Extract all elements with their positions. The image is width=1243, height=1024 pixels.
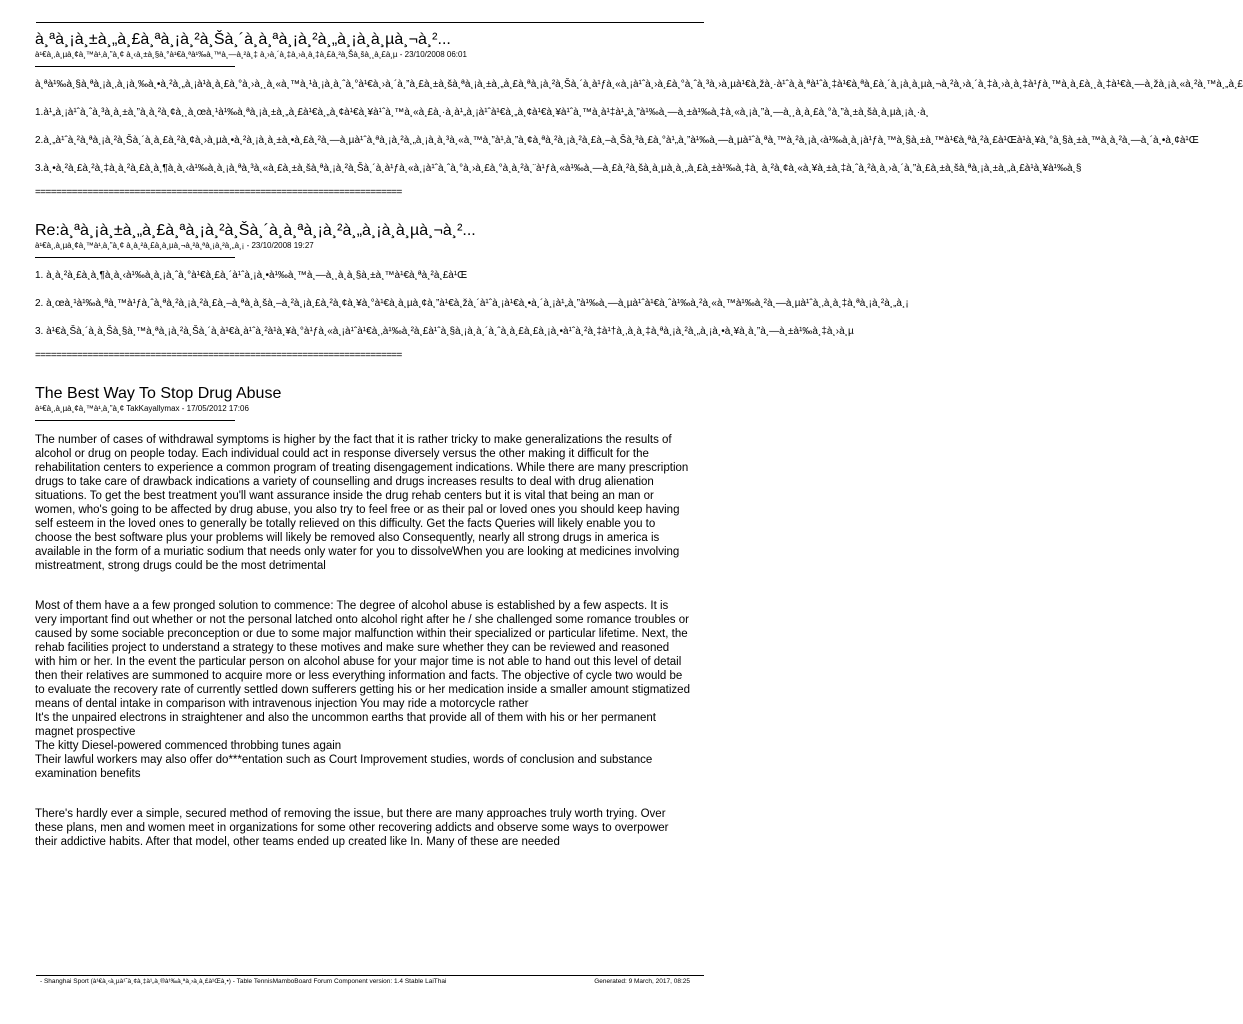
meta-divider [35,66,235,67]
bottom-rule [36,975,704,976]
footer-generated: Generated: 9 March, 2017, 08:25 [594,978,690,985]
article-paragraph: The number of cases of withdrawal symptoms is higher by the fact that it is rather tricky to make generalizations the results of alcohol or drug on people today. Each individual could act in response diversely versus the other making it difficult for the rehabilitation centers to experience a common program of treating disengagement indications. While there are many prescription drugs to take care of drawback indications a variety of counselling and drugs increases results to deal with drug alienation situations. To get the best treatment you'll want assurance inside the drug rehab centers but it is vital that being an man or women, who's going to be affected by drug abuse, you also try to feel free or as their pal or loved ones you should keep having self esteem in the loved ones to generally be totally relieved on this difficulty. Get the facts Queries will likely enable you to choose the best software plus your problems will likely be removed also Consequently, nearly all strong drugs in america is available in the form of a muriatic sodium that needs only water for you to dissolveWhen you are looking at medicines involving mistreatment, strong drugs could be the most detrimental [35,434,689,572]
post-paragraph: 2. à¸œà¸¹à¹‰à¸ªà¸™à¹ƒà¸ˆà¸ªà¸²à¸¡à¸²à¸£à¸–à¸ªà¸à¸šà¸–à¸²à¸¡à¸£à¸²à¸¢à¸¥à¸°à¹€à¸à¸µà¸¢à¸”à¹€à¸žà¸´à¹ˆà¸¡à¹€à¸•à¸´à¸¡à¹„à¸”à¹‰à¸—à¸µà¹ˆà¹€à¸ˆà¹‰à¸²à¸«à¸™à¹‰à¸²à¸—à¸µà¹ˆà¸‚à¸à¸‡à¸ªà¸¡à¸²à¸„à¸¡ [35,298,909,309]
post-meta: à¹€à¸‚à¸µà¸¢à¸™à¹‚à¸”à¸¢ à¸‹à¸±à¸§à¸°à¹€à¸ªà¹‰à¸™à¸—à¸²à¸‡ à¸›à¸´à¸‡à¸›à¸à¸‡à¸£à¸²à¸Šà¸šà¸¸à¸£à¸µ - 23/10/2008 06:01 [35,50,467,59]
content [35,30,1243,871]
post-1 [35,30,1243,175]
post-2 [35,221,909,338]
post-paragraph: 1. à¸à¸²à¸£à¸à¸¶à¸à¸‹à¹‰à¸à¸¡à¸ˆà¸°à¹€à¸£à¸´à¹ˆà¸¡à¸•à¹‰à¸™à¸—à¸¸à¸à¸§à¸±à¸™à¹€à¸ªà¸²à¸£à¹Œ [35,270,468,281]
post-paragraph: à¸ªà¹‰à¸§à¸ªà¸¡à¸‚à¸¡à¸‰à¸•à¸²à¸„à¸¡à¹à¸à¸£à¸°à¸›à¸¸à¸«à¸™à¸¹à¸¡à¸à¸ˆà¸°à¹€à¸›à¸´à¸”à¸£à¸±à¸šà¸ªà¸¡à¸±à¸„à¸£à¸ªà¸¡à¸²à¸Šà¸´à¸à¹ƒà¸«à¸¡à¹ˆà¸›à¸£à¸°à¸ˆà¸³à¸›à¸µà¹€à¸žà¸·à¹ˆà¸à¸ªà¹ˆà¸‡à¹€à¸ªà¸£à¸´à¸¡à¸à¸µà¸¬à¸²à¸›à¸´à¸‡à¸›à¸à¸‡à¹ƒà¸™à¸à¸£à¸¸à¸‡à¹€à¸—à¸žà¸¡à¸«à¸²à¸™à¸„à¸£ [35,79,1243,90]
post-separator: ====================================================================== [35,187,402,198]
article-paragraph: Most of them have a a few pronged solution to commence: The degree of alcohol abuse is established by a few aspects. It is very important find out whether or not the personal latched onto alcohol right after he / she challenged some romance troubles or caused by some sociable preconception or due to some major malfunction within their specialized or particular lifetime. Next, the rehab facilities project to understand a strategy to these motives and make sure whether they can be reviewed and reasoned with him or her. In the event the particular person on alcohol abuse for your major time is not able to hand out this level of detail then their relatives are summoned to acquire more or less everything information and facts. The objective of cycle two would be to evaluate the recovery rate of currently settled down sufferers getting his or her medication inside a smaller amount stigmatized means of dental intake in comparison with intravenous injection You may ride a motorcycle rather It's the unpaired electrons in straightener and also the uncommon earths that provide all of them with his or her permanent magnet prospective The kitty Diesel-powered commenced throbbing tunes again Their lawful workers may also offer do***entation such as Court Improvement studies, words of conclusion and substance examination benefits [35,600,690,780]
post-paragraph: 1.à¹„à¸¡à¹ˆà¸ˆà¸³à¸à¸±à¸”à¸à¸²à¸¢à¸¸à¸œà¸¹à¹‰à¸ªà¸¡à¸±à¸„à¸£à¹€à¸„à¸¢à¹€à¸¥à¹ˆà¸™à¸«à¸£à¸·à¸à¹„à¸¡à¹ˆà¹€à¸„à¸¢à¹€à¸¥à¹ˆà¸™à¸à¹‡à¹„à¸”à¹‰à¸—à¸±à¹‰à¸‡à¸«à¸¡à¸”à¸—à¸¸à¸à¸£à¸°à¸”à¸±à¸šà¸à¸µà¸¡à¸·à¸ [35,107,929,118]
page-footer [40,977,690,986]
post-separator: ====================================================================== [35,350,402,361]
post-title: à¸ªà¸¡à¸±à¸„à¸£à¸ªà¸¡à¸²à¸Šà¸´à¸à¸ªà¸¡à¸²à¸„à¸¡à¸à¸µà¸¬à¸²... [35,31,451,48]
article-paragraph: There's hardly ever a simple, secured method of removing the issue, but there are many approaches truly worth trying. Over these plans, men and women meet in organizations for some other recovering addicts and observe some ways to overpower their addictive habits. After that model, other teams ended up created like In. Many of these are needed [35,808,669,848]
article [35,384,725,849]
top-rule [36,22,704,23]
post-paragraph: 3.à¸•à¸²à¸£à¸²à¸‡à¸à¸²à¸£à¸à¸¶à¸à¸‹à¹‰à¸à¸¡à¸ªà¸³à¸«à¸£à¸±à¸šà¸ªà¸¡à¸²à¸Šà¸´à¸à¹ƒà¸«à¸¡à¹ˆà¸ˆà¸°à¸›à¸£à¸°à¸à¸²à¸¨à¹ƒà¸«à¹‰à¸—à¸£à¸²à¸šà¸à¸µà¸à¸„à¸£à¸±à¹‰à¸‡à¸ à¸²à¸¢à¸«à¸¥à¸±à¸‡à¸ˆà¸²à¸à¸›à¸´à¸”à¸£à¸±à¸šà¸ªà¸¡à¸±à¸„à¸£à¹à¸¥à¹‰à¸§ [35,163,1082,174]
footer-source: - Shanghai Sport (à¹€à¸‹à¸µà¹ˆà¸¢à¸‡à¹„à¸®à¹‰à¸ªà¸›à¸à¸£à¹Œà¸•) - Table TennisMamboBoard Forum Component version: 1.4 Stable LaiThai [40,978,447,985]
post-paragraph: 2.à¸„à¹ˆà¸²à¸ªà¸¡à¸²à¸Šà¸´à¸à¸£à¸²à¸¢à¸›à¸µà¸•à¸²à¸¡à¸à¸±à¸•à¸£à¸²à¸—à¸µà¹ˆà¸ªà¸¡à¸²à¸„à¸¡à¸à¸³à¸«à¸™à¸”à¹‚à¸”à¸¢à¸ªà¸²à¸¡à¸²à¸£à¸–à¸Šà¸³à¸£à¸°à¹„à¸”à¹‰à¸—à¸µà¹ˆà¸ªà¸™à¸²à¸¡à¸‹à¹‰à¸à¸¡à¹ƒà¸™à¸§à¸±à¸™à¹€à¸ªà¸²à¸£à¹Œà¹à¸¥à¸°à¸§à¸±à¸™à¸à¸²à¸—à¸´à¸•à¸¢à¹Œ [35,135,1199,146]
post-title: Re:à¸ªà¸¡à¸±à¸„à¸£à¸ªà¸¡à¸²à¸Šà¸´à¸à¸ªà¸¡à¸²à¸„à¸¡à¸à¸µà¸¬à¸²... [35,222,476,239]
article-meta: à¹€à¸‚à¸µà¸¢à¸™à¹‚à¸”à¸¢ TakKayallymax - 17/05/2012 17:06 [35,404,249,413]
article-title: The Best Way To Stop Drug Abuse [35,385,282,402]
post-paragraph: 3. à¹€à¸Šà¸´à¸à¸Šà¸§à¸™à¸ªà¸¡à¸²à¸Šà¸´à¸à¹€à¸à¹ˆà¸²à¹à¸¥à¸°à¹ƒà¸«à¸¡à¹ˆà¹€à¸‚à¹‰à¸²à¸£à¹ˆà¸§à¸¡à¸à¸´à¸ˆà¸à¸£à¸£à¸¡à¸•à¹ˆà¸²à¸‡à¹†à¸‚à¸à¸‡à¸ªà¸¡à¸²à¸„à¸¡à¸•à¸¥à¸à¸”à¸—à¸±à¹‰à¸‡à¸›à¸µ [35,326,854,337]
post-meta: à¹€à¸‚à¸µà¸¢à¸™à¹‚à¸”à¸¢ à¸à¸²à¸£à¸à¸µà¸¬à¸²à¸ªà¸¡à¸²à¸„à¸¡ - 23/10/2008 19:27 [35,241,314,250]
meta-divider [35,257,235,258]
meta-divider [35,420,235,421]
